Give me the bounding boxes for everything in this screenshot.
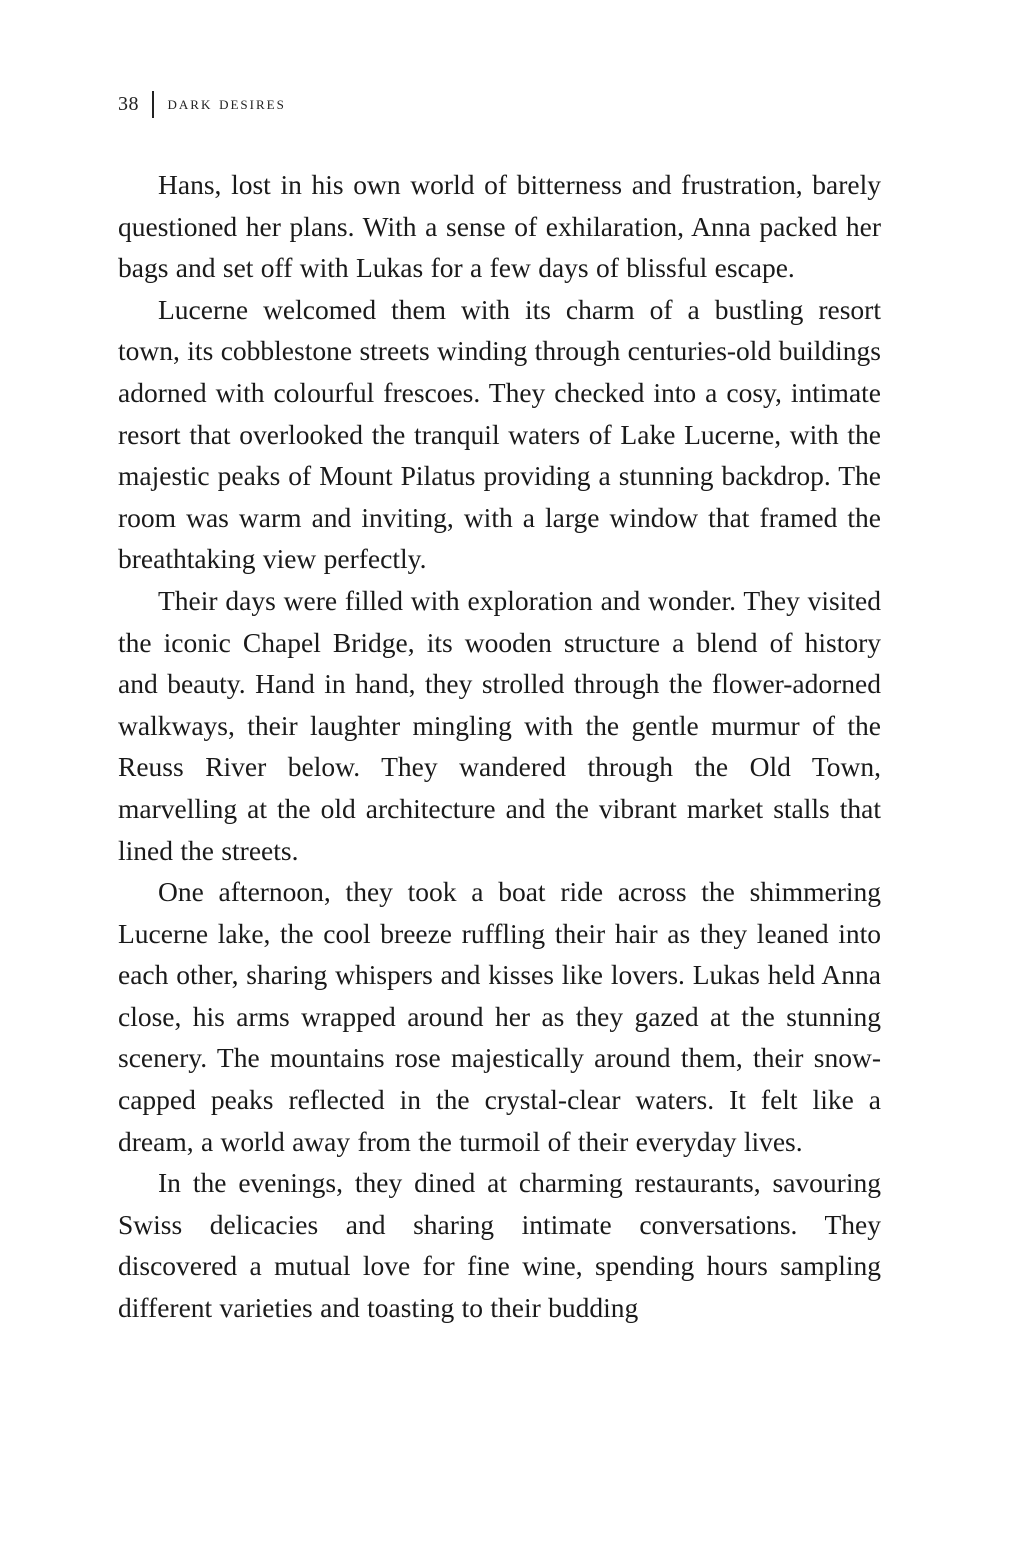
page-number: 38 <box>118 92 139 115</box>
running-head <box>118 88 286 120</box>
paragraph: Lucerne welcomed them with its charm of a bustling resort town, its cobblestone streets winding through centuries-old buildings adorned with colourful frescoes. They checked into a cosy, intimate resort that overlooked the tranquil waters of Lake Lucerne, with the majestic peaks of Mount Pilatus providing a stunning backdrop. The room was warm and inviting, with a large window that framed the breathtaking view perfectly. <box>118 293 881 575</box>
paragraph: Hans, lost in his own world of bitterness and frustration, barely questioned her plans. With a sense of exhilaration, Anna packed her bags and set off with Lukas for a few days of blissful escape. <box>118 169 881 284</box>
paragraph: In the evenings, they dined at charming restaurants, savouring Swiss delicacies and sharing intimate conversations. They discovered a mutual love for fine wine, spending hours sampling different varieties and toasting to their budding <box>118 1167 881 1324</box>
body-text <box>118 164 881 1329</box>
paragraph: One afternoon, they took a boat ride across the shimmering Lucerne lake, the cool breeze ruffling their hair as they leaned into each other, sharing whispers and kisses like lovers. Lukas held Anna close, his arms wrapped around her as they gazed at the stunning scenery. The mountains rose majestically around them, their snow-capped peaks reflected in the crystal-clear waters. It felt like a dream, a world away from the turmoil of their everyday lives. <box>118 876 881 1157</box>
header-separator <box>152 91 154 118</box>
book-title: dark desires <box>167 93 286 114</box>
paragraph: Their days were filled with exploration and wonder. They visited the iconic Chapel Bridge, its wooden structure a blend of history and beauty. Hand in hand, they strolled through the flower-adorned walkways, their laughter mingling with the gentle murmur of the Reuss River below. They wandered through the Old Town, marvelling at the old architecture and the vibrant market stalls that lined the streets. <box>118 584 881 866</box>
